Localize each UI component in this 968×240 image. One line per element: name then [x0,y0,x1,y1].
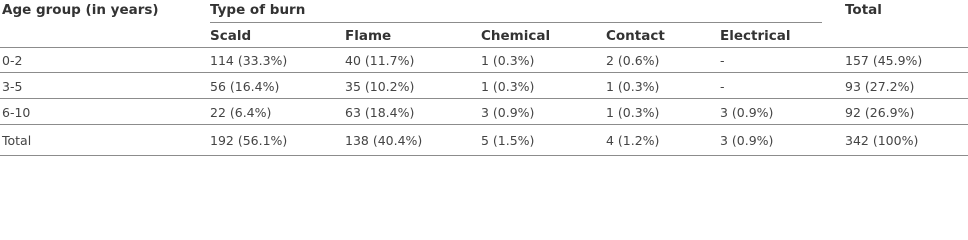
cell-total: 93 (27.2%) [845,79,915,94]
cell-chemical: 5 (1.5%) [481,133,535,148]
row-divider [0,124,968,125]
cell-total: 157 (45.9%) [845,53,923,68]
cell-contact: 1 (0.3%) [606,105,660,120]
header-total: Total [845,2,882,18]
row-label: Total [2,133,32,148]
cell-contact: 2 (0.6%) [606,53,660,68]
row-divider [0,72,968,73]
cell-electrical: 3 (0.9%) [720,133,774,148]
row-label: 3-5 [2,79,23,94]
header-contact: Contact [606,28,665,44]
cell-chemical: 1 (0.3%) [481,79,535,94]
cell-chemical: 3 (0.9%) [481,105,535,120]
cell-electrical: 3 (0.9%) [720,105,774,120]
cell-total: 92 (26.9%) [845,105,915,120]
cell-flame: 63 (18.4%) [345,105,415,120]
cell-scald: 56 (16.4%) [210,79,280,94]
row-divider [0,98,968,99]
header-electrical: Electrical [720,28,791,44]
header-chemical: Chemical [481,28,551,44]
cell-scald: 22 (6.4%) [210,105,272,120]
header-age-group: Age group (in years) [2,2,159,18]
cell-electrical: - [720,53,725,68]
cell-contact: 1 (0.3%) [606,79,660,94]
header-flame: Flame [345,28,392,44]
cell-scald: 114 (33.3%) [210,53,288,68]
row-label: 6-10 [2,105,31,120]
header-rule [0,47,968,48]
header-scald: Scald [210,28,252,44]
cell-total: 342 (100%) [845,133,919,148]
table-bottom-rule [0,155,968,156]
cell-flame: 40 (11.7%) [345,53,415,68]
cell-scald: 192 (56.1%) [210,133,288,148]
cell-flame: 35 (10.2%) [345,79,415,94]
cell-flame: 138 (40.4%) [345,133,423,148]
row-label: 0-2 [2,53,23,68]
cell-contact: 4 (1.2%) [606,133,660,148]
cell-electrical: - [720,79,725,94]
cell-chemical: 1 (0.3%) [481,53,535,68]
type-of-burn-underline [210,22,822,23]
header-type-of-burn: Type of burn [210,2,306,18]
